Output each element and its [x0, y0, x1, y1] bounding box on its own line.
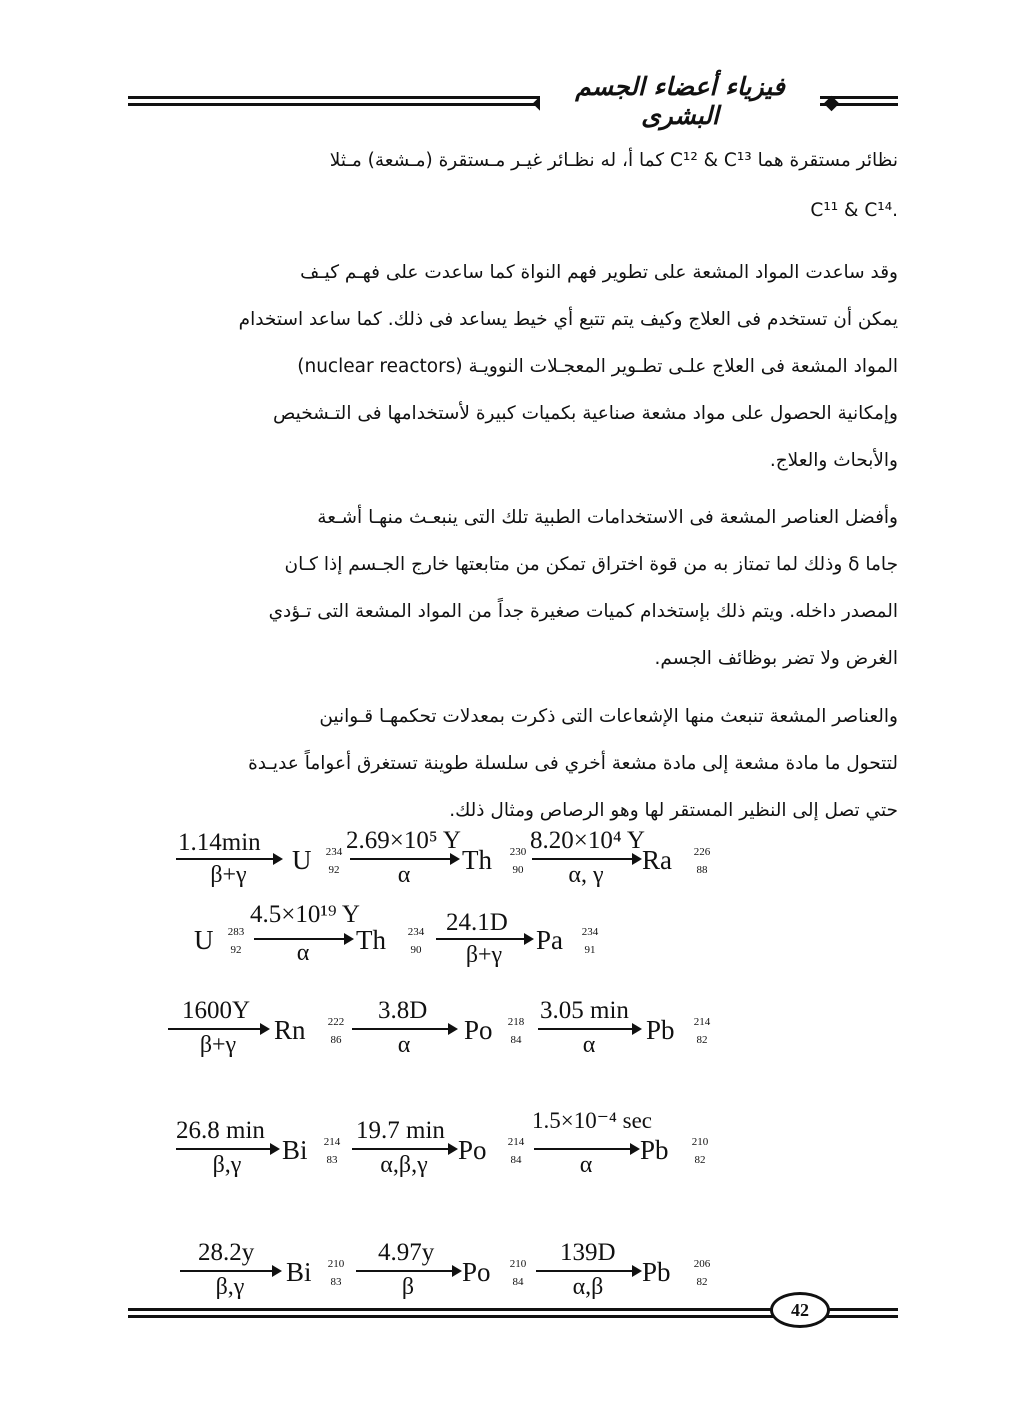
decay-arrow — [356, 1270, 460, 1272]
arrow-label-top: 1600Y — [182, 997, 251, 1024]
decay-arrow — [168, 1028, 268, 1030]
nuclide-symbol: Bi — [282, 1135, 308, 1165]
paragraph-1-line-2: .C¹¹ & C¹⁴ — [810, 200, 898, 221]
decay-row-3 — [0, 996, 1024, 1066]
nuclide-symbol: Po — [464, 1015, 493, 1045]
page-number: 42 — [770, 1292, 830, 1328]
arrow-label-top: 4.5×10¹⁹ Y — [250, 901, 360, 928]
atomic-number: 84 — [510, 1034, 522, 1046]
nuclide-symbol: Pa — [536, 925, 563, 955]
paragraph-1-line-1: نظائر مستقرة هما C¹² & C¹³ كما أ، له نظـائر غيـر مـستقرة (مـشعة) مـثلا — [329, 150, 898, 171]
decay-arrow — [176, 1148, 278, 1150]
decay-row-5 — [0, 1238, 1024, 1308]
atomic-number: 84 — [510, 1154, 522, 1166]
decay-arrow — [176, 858, 281, 860]
arrow-label-bottom: β,γ — [215, 1274, 245, 1300]
arrow-label-top: 1.14min — [178, 829, 261, 856]
atomic-number: 82 — [694, 1154, 706, 1166]
arrow-label-top: 4.97y — [378, 1239, 435, 1266]
decay-row-4 — [0, 1108, 1024, 1178]
nuclide-symbol: Pb — [640, 1135, 669, 1165]
arrow-label-top: 8.20×10⁴ Y — [530, 827, 645, 854]
mass-number: 234 — [325, 846, 343, 858]
paragraph-3-line-1: وأفضل العناصر المشعة فى الاستخدامات الطبية تلك التى ينبعـث منهـا أشـعة — [317, 507, 898, 528]
arrow-label-top: 19.7 min — [356, 1117, 445, 1144]
nuclide-symbol: Bi — [286, 1257, 312, 1287]
arrow-label-bottom: β+γ — [199, 1032, 237, 1058]
mass-number: 234 — [581, 926, 599, 938]
arrow-label-bottom: α — [296, 940, 310, 966]
mass-number: 230 — [509, 846, 527, 858]
decay-arrow — [538, 1028, 640, 1030]
nuclide-symbol: Pb — [646, 1015, 675, 1045]
mass-number: 226 — [693, 846, 711, 858]
atomic-number: 83 — [330, 1276, 342, 1288]
paragraph-4-line-2: لتتحول ما مادة مشعة إلى مادة مشعة أخري فى سلسلة طوينة تستغرق أعواماً عديـدة — [248, 753, 898, 774]
paragraph-2-line-1: وقد ساعدت المواد المشعة على تطوير فهم النواة كما ساعدت على فهـم كيـف — [300, 262, 898, 283]
paragraph-4-line-3: حتي تصل إلى النظير المستقر لها وهو الرصاص ومثال ذلك. — [449, 800, 898, 821]
nuclide-symbol: U — [194, 925, 214, 955]
paragraph-2-line-4: وإمكانية الحصول على مواد مشعة صناعية بكميات كبيرة لأستخدامها فى التـشخيص — [272, 403, 898, 424]
decay-arrow — [352, 1028, 456, 1030]
nuclide-symbol: Rn — [274, 1015, 306, 1045]
arrow-label-top: 28.2y — [198, 1239, 255, 1266]
decay-arrow — [436, 938, 532, 940]
mass-number: 222 — [327, 1016, 345, 1028]
nuclide-symbol: Th — [462, 845, 492, 875]
mass-number: 283 — [227, 926, 245, 938]
decay-arrow — [352, 1148, 456, 1150]
arrow-label-bottom: α — [582, 1032, 596, 1058]
arrow-label-top: 24.1D — [446, 909, 508, 936]
arrow-label-bottom: α — [397, 1032, 411, 1058]
nuclide-symbol: Th — [356, 925, 386, 955]
nuclide-symbol: Po — [462, 1257, 491, 1287]
arrow-label-bottom: β — [401, 1274, 415, 1300]
mass-number: 214 — [693, 1016, 711, 1028]
decay-arrow — [180, 1270, 280, 1272]
header-title: فيزياء أعضاء الجسم البشرى — [540, 72, 820, 112]
arrow-label-top: 1.5×10⁻⁴ sec — [532, 1108, 652, 1133]
atomic-number: 91 — [584, 944, 596, 956]
paragraph-3-line-4: الغرض ولا تضر بوظائف الجسم. — [654, 648, 898, 669]
mass-number: 206 — [693, 1258, 711, 1270]
mass-number: 210 — [327, 1258, 345, 1270]
atomic-number: 90 — [410, 944, 422, 956]
nuclide-symbol: Po — [458, 1135, 487, 1165]
nuclide-symbol: U — [292, 845, 312, 875]
atomic-number: 83 — [326, 1154, 338, 1166]
arrow-label-bottom: β,γ — [212, 1152, 242, 1178]
nuclide-symbol: Ra — [642, 845, 672, 875]
atomic-number: 82 — [696, 1034, 708, 1046]
arrow-label-bottom: β+γ — [210, 862, 247, 888]
decay-arrow — [536, 1270, 640, 1272]
mass-number: 214 — [323, 1136, 341, 1148]
arrow-label-bottom: α — [397, 862, 411, 888]
atomic-number: 84 — [512, 1276, 524, 1288]
decay-arrow — [350, 858, 458, 860]
arrow-label-bottom: α — [579, 1152, 593, 1178]
atomic-number: 92 — [230, 944, 242, 956]
decay-row-2 — [0, 900, 1024, 970]
arrow-label-bottom: α,β — [572, 1274, 604, 1300]
mass-number: 210 — [509, 1258, 527, 1270]
arrow-label-top: 3.05 min — [540, 997, 629, 1024]
mass-number: 214 — [507, 1136, 525, 1148]
mass-number: 218 — [507, 1016, 525, 1028]
decay-row-1 — [0, 826, 1024, 886]
paragraph-2-line-3: المواد المشعة فى العلاج علـى تطـوير المعجـلات النوويـة (nuclear reactors) — [297, 356, 898, 377]
paragraph-3-line-2: جاما δ وذلك لما تمتاز به من قوة اختراق تمكن من متابعتها خارج الجـسم إذا كـان — [284, 554, 898, 575]
decay-arrow — [534, 1148, 638, 1150]
atomic-number: 90 — [512, 864, 524, 876]
atomic-number: 92 — [328, 864, 340, 876]
mass-number: 210 — [691, 1136, 709, 1148]
nuclide-symbol: Pb — [642, 1257, 671, 1287]
paragraph-3-line-3: المصدر داخله. ويتم ذلك بإستخدام كميات صغيرة جداً من المواد المشعة التى تـؤدي — [268, 601, 898, 622]
arrow-label-top: 2.69×10⁵ Y — [346, 827, 461, 854]
arrow-label-top: 139D — [560, 1239, 616, 1266]
atomic-number: 82 — [696, 1276, 708, 1288]
arrow-label-top: 3.8D — [378, 997, 428, 1024]
arrow-label-bottom: β+γ — [465, 942, 503, 968]
atomic-number: 88 — [696, 864, 708, 876]
arrow-label-bottom: α, γ — [568, 862, 604, 888]
decay-arrow — [532, 858, 640, 860]
paragraph-4-line-1: والعناصر المشعة تنبعث منها الإشعاعات التى ذكرت بمعدلات تحكمهـا قـوانين — [319, 706, 898, 727]
mass-number: 234 — [407, 926, 425, 938]
paragraph-2-line-2: يمكن أن تستخدم فى العلاج وكيف يتم تتبع أي خيط يساعد فى ذلك. كما ساعد استخدام — [238, 309, 898, 330]
arrow-label-top: 26.8 min — [176, 1117, 265, 1144]
atomic-number: 86 — [330, 1034, 342, 1046]
arrow-label-bottom: α,β,γ — [380, 1152, 428, 1178]
paragraph-2-line-5: والأبحاث والعلاج. — [769, 450, 898, 471]
